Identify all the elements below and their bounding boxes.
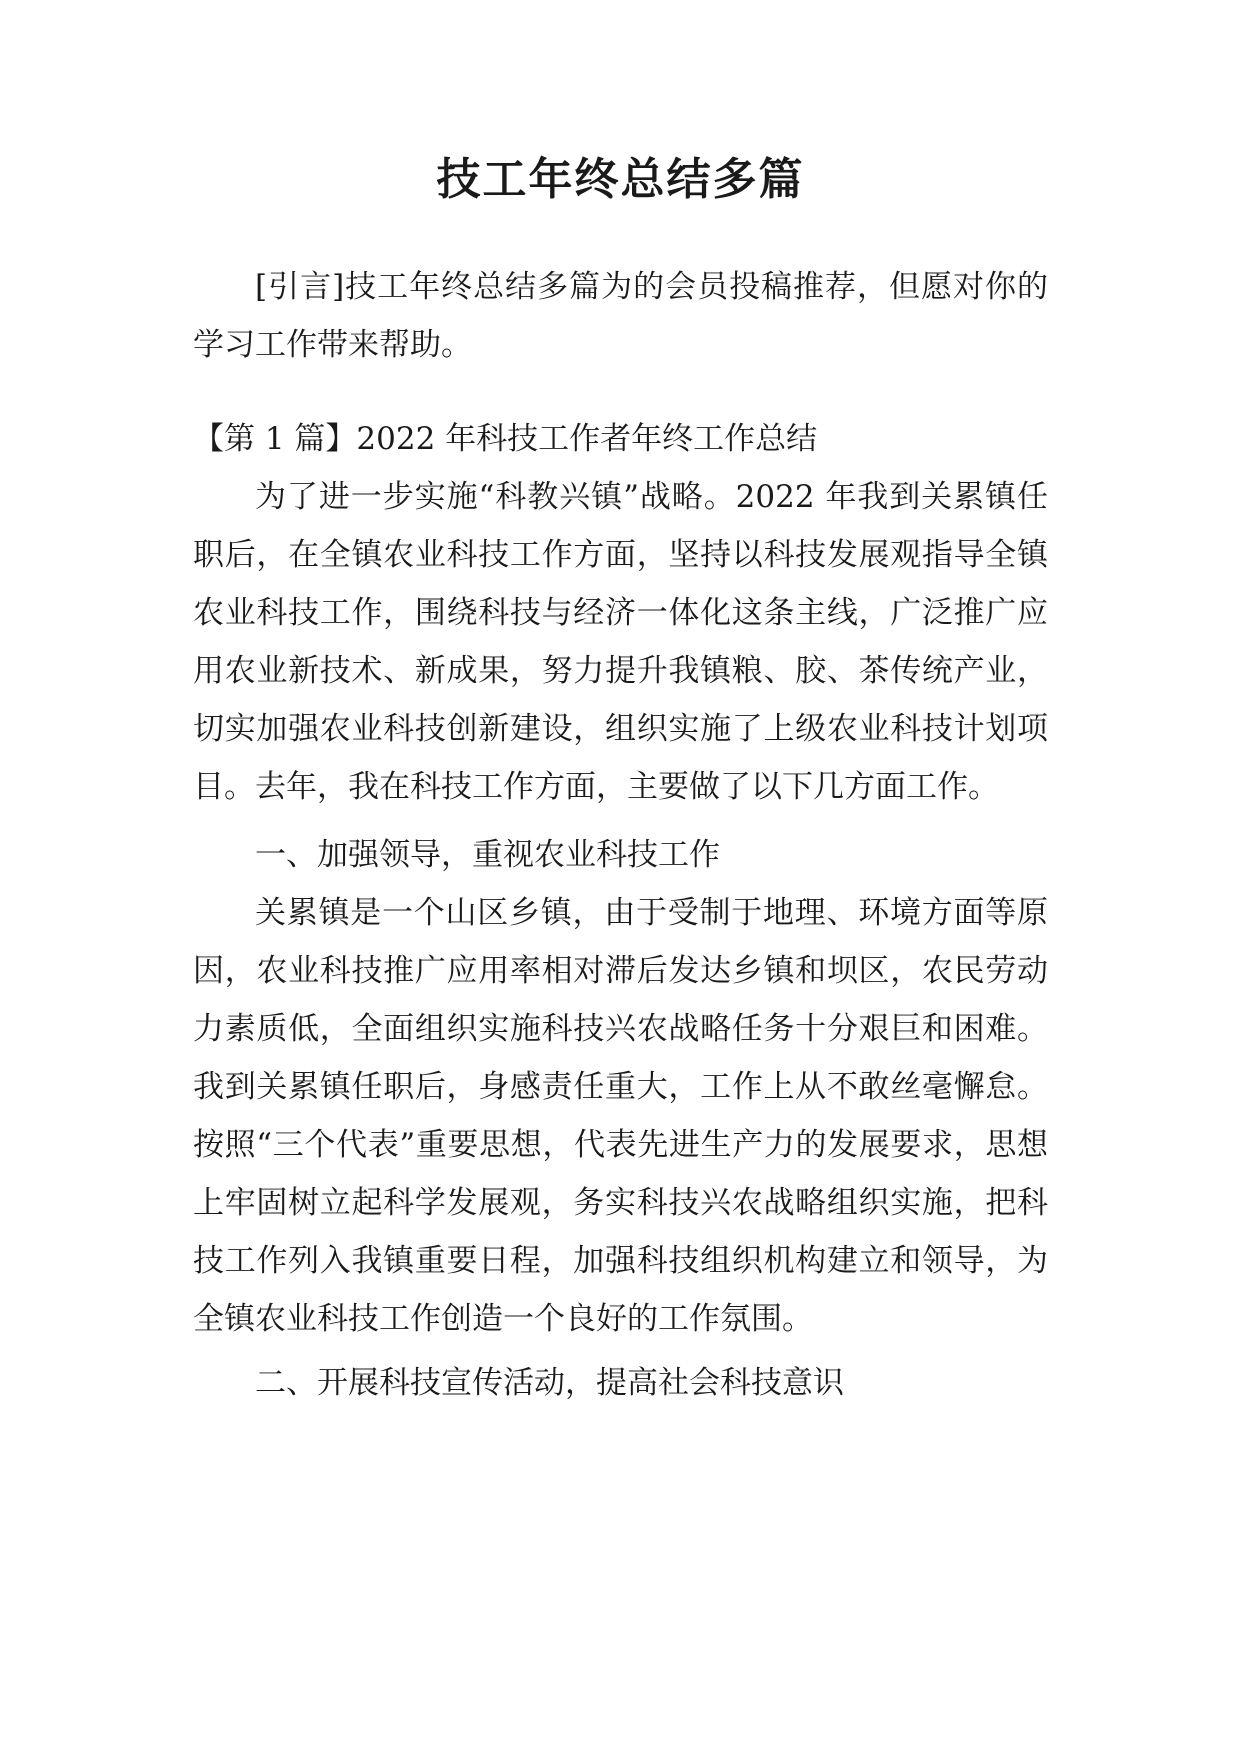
intro-paragraph: [引言]技工年终总结多篇为的会员投稿推荐，但愿对你的学习工作带来帮助。 (193, 269, 1048, 363)
paragraph-2: 关累镇是一个山区乡镇，由于受制于地理、环境方面等原因，农业科技推广应用率相对滞后发达乡镇和坝区，农民劳动力素质低，全面组织实施科技兴农战略任务十分艰巨和困难。我到关累镇任职后，身感责任重大，工作上从不敢丝毫懈怠。按照“三个代表”重要思想，代表先进生产力的发展要求，思想上牢固树立起科学发展观，务实科技兴农战略组织实施，把科技工作列入我镇重要日程，加强科技组织机构建立和领导，为全镇农业科技工作创造一个良好的工作氛围。 (193, 895, 1048, 1337)
subheading-2: 二、开展科技宣传活动，提高社会科技意识 (255, 1365, 844, 1401)
subheading-1: 一、加强领导，重视农业科技工作 (255, 837, 720, 873)
section-heading: 【第 1 篇】2022 年科技工作者年终工作总结 (193, 421, 818, 457)
paragraph-1: 为了进一步实施“科教兴镇”战略。2022 年我到关累镇任职后，在全镇农业科技工作方面，坚持以科技发展观指导全镇农业科技工作，围绕科技与经济一体化这条主线，广泛推广应用农业新技术、新成果，努力提升我镇粮、胶、茶传统产业，切实加强农业科技创新建设，组织实施了上级农业科技计划项目。去年，我在科技工作方面，主要做了以下几方面工作。 (193, 479, 1048, 805)
document-title: 技工年终总结多篇 (436, 154, 805, 205)
